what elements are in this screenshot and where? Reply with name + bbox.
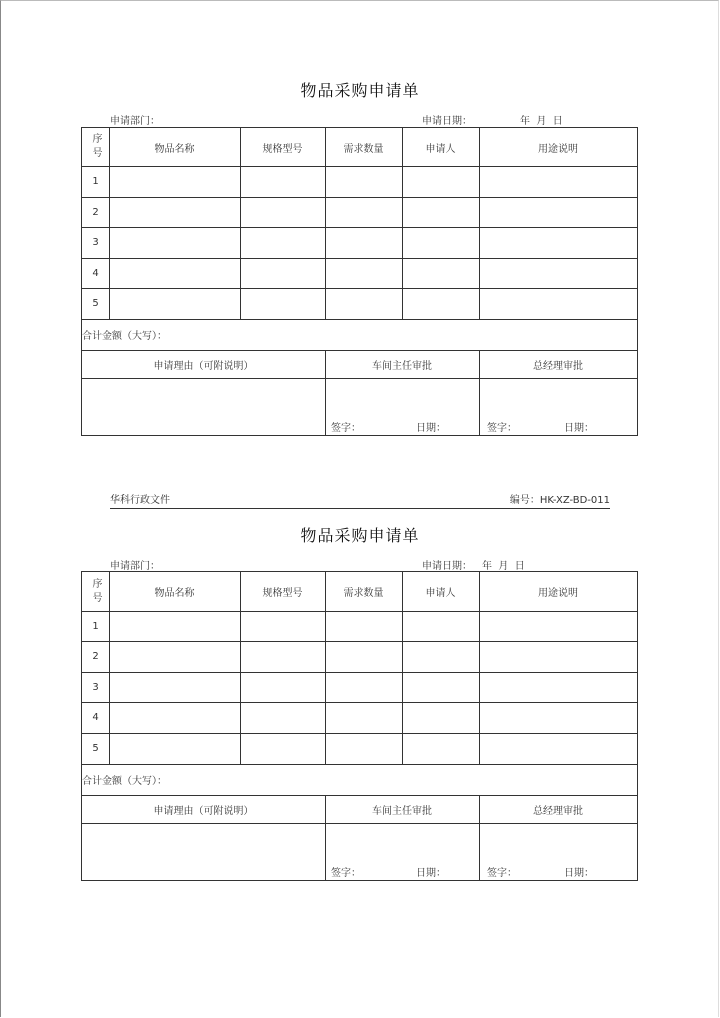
col-header-applicant: 申请人 <box>425 588 456 599</box>
col-header-quantity: 需求数量 <box>343 143 384 155</box>
gm-approval-header: 总经理审批 <box>533 360 583 372</box>
form-title: 物品采购申请单 <box>300 526 420 545</box>
purchase-table <box>81 127 638 436</box>
col-header-name: 物品名称 <box>154 588 195 599</box>
col-header-name: 物品名称 <box>154 143 195 155</box>
department-label: 申请部门： <box>110 116 160 127</box>
sign-date-label: 日期： <box>416 422 446 434</box>
col-header-purpose: 用途说明 <box>538 588 578 599</box>
row-number: 5 <box>92 298 99 309</box>
date-value: 年 月 日 <box>520 116 563 127</box>
col-header-index: 序号 <box>90 133 101 161</box>
total-amount-label: 合计金额（大写）： <box>82 331 167 342</box>
sign-label: 签字： <box>331 867 361 879</box>
date-label: 申请日期： <box>422 561 472 572</box>
form-title: 物品采购申请单 <box>300 81 420 100</box>
row-number: 3 <box>92 237 99 248</box>
col-header-purpose: 用途说明 <box>538 143 578 155</box>
sign-date-label: 日期： <box>564 867 594 879</box>
row-number: 4 <box>92 712 99 723</box>
col-header-spec: 规格型号 <box>262 588 303 599</box>
col-header-quantity: 需求数量 <box>343 588 384 599</box>
row-number: 2 <box>92 651 99 662</box>
row-number: 1 <box>92 176 99 187</box>
gm-approval-header: 总经理审批 <box>533 805 583 817</box>
sign-label: 签字： <box>487 422 517 434</box>
document-header <box>110 492 610 509</box>
col-header-spec: 规格型号 <box>262 143 303 155</box>
row-number: 2 <box>92 206 99 218</box>
col-header-index: 序号 <box>90 577 101 606</box>
row-number: 3 <box>92 681 99 693</box>
sign-label: 签字： <box>331 422 361 434</box>
sign-label: 签字： <box>487 867 517 879</box>
total-amount-label: 合计金额（大写）： <box>82 776 167 787</box>
row-number: 4 <box>92 267 99 279</box>
document-number: 编号：HK-XZ-BD-011 <box>509 495 610 506</box>
document-header-left: 华科行政文件 <box>110 495 170 506</box>
row-number: 5 <box>92 743 99 754</box>
workshop-approval-header: 车间主任审批 <box>372 805 432 817</box>
department-label: 申请部门： <box>110 561 160 572</box>
date-value: 年 月 日 <box>482 561 525 572</box>
reason-header: 申请理由（可附说明） <box>153 360 254 372</box>
reason-header: 申请理由（可附说明） <box>153 805 254 817</box>
sign-date-label: 日期： <box>416 867 446 879</box>
workshop-approval-header: 车间主任审批 <box>372 360 432 372</box>
col-header-applicant: 申请人 <box>425 143 456 155</box>
date-label: 申请日期： <box>422 116 472 127</box>
purchase-table <box>81 571 638 881</box>
row-number: 1 <box>92 620 99 632</box>
sign-date-label: 日期： <box>564 422 594 434</box>
